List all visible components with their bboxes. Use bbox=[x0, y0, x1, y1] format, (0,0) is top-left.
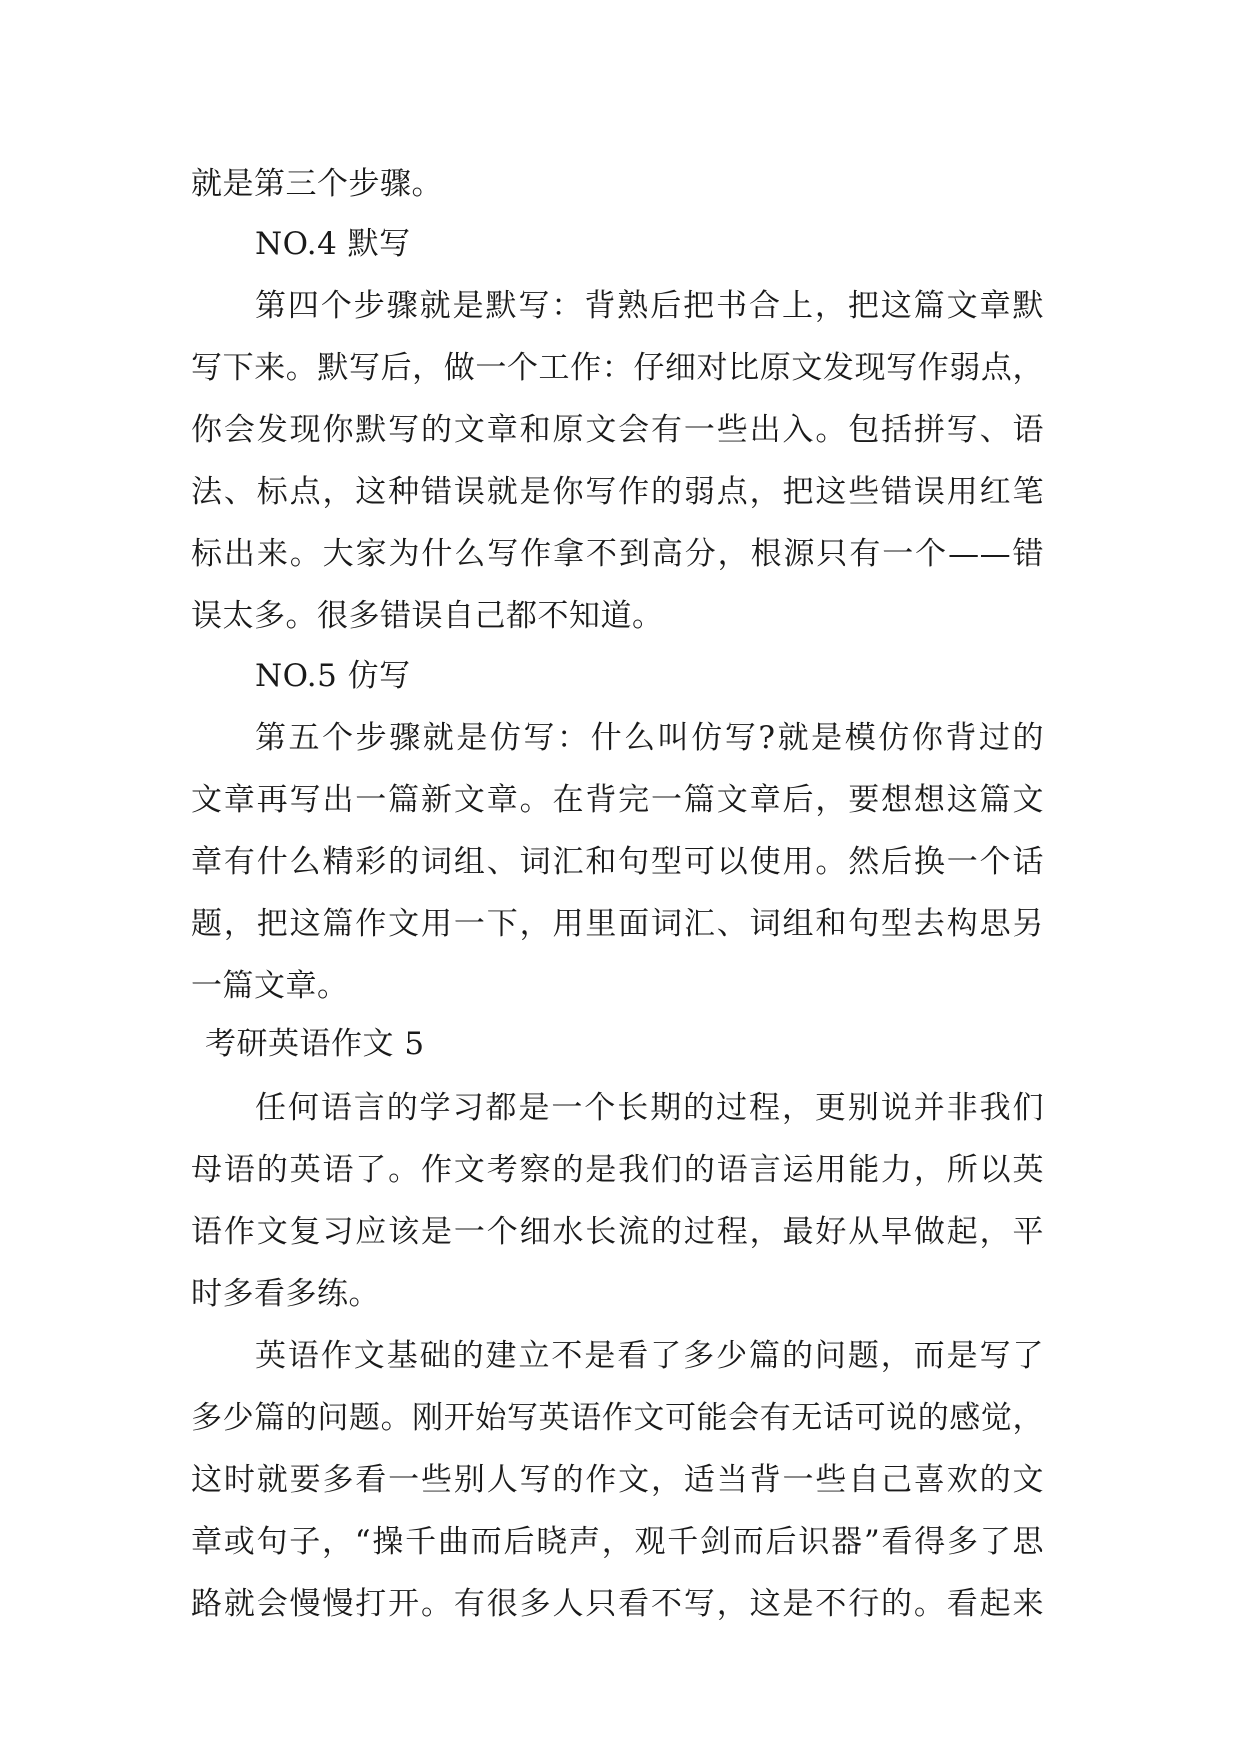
text-line: 标出来。大家为什么写作拿不到高分，根源只有一个——错 bbox=[191, 536, 1044, 572]
text-line: 多少篇的问题。刚开始写英语作文可能会有无话可说的感觉， bbox=[191, 1400, 1044, 1436]
section-heading: NO.5 仿写 bbox=[255, 658, 411, 694]
text-line: 就是第三个步骤。 bbox=[191, 166, 443, 202]
text-line: 章有什么精彩的词组、词汇和句型可以使用。然后换一个话 bbox=[191, 844, 1044, 880]
text-line: 这时就要多看一些别人写的作文，适当背一些自己喜欢的文 bbox=[191, 1462, 1044, 1498]
text-line: 母语的英语了。作文考察的是我们的语言运用能力，所以英 bbox=[191, 1152, 1044, 1188]
text-line: 时多看多练。 bbox=[191, 1276, 380, 1312]
text-line: 误太多。很多错误自己都不知道。 bbox=[191, 598, 664, 634]
text-line: 语作文复习应该是一个细水长流的过程，最好从早做起，平 bbox=[191, 1214, 1044, 1250]
text-line: 一篇文章。 bbox=[191, 968, 349, 1004]
text-line: 英语作文基础的建立不是看了多少篇的问题，而是写了 bbox=[255, 1338, 1044, 1374]
text-line: 文章再写出一篇新文章。在背完一篇文章后，要想想这篇文 bbox=[191, 782, 1044, 818]
text-line: 法、标点，这种错误就是你写作的弱点，把这些错误用红笔 bbox=[191, 474, 1044, 510]
text-line: 章或句子，“操千曲而后晓声，观千剑而后识器”看得多了思 bbox=[191, 1524, 1044, 1560]
text-line: 题，把这篇作文用一下，用里面词汇、词组和句型去构思另 bbox=[191, 906, 1044, 942]
text-line: 路就会慢慢打开。有很多人只看不写，这是不行的。看起来 bbox=[191, 1586, 1044, 1622]
text-line: 写下来。默写后，做一个工作：仔细对比原文发现写作弱点， bbox=[191, 350, 1044, 386]
article-title: 考研英语作文 5 bbox=[205, 1026, 425, 1062]
text-line: 第五个步骤就是仿写：什么叫仿写?就是模仿你背过的 bbox=[255, 720, 1044, 756]
text-line: 第四个步骤就是默写：背熟后把书合上，把这篇文章默 bbox=[255, 288, 1044, 324]
text-line: 任何语言的学习都是一个长期的过程，更别说并非我们 bbox=[255, 1090, 1044, 1126]
text-line: 你会发现你默写的文章和原文会有一些出入。包括拼写、语 bbox=[191, 412, 1044, 448]
section-heading: NO.4 默写 bbox=[255, 226, 411, 262]
